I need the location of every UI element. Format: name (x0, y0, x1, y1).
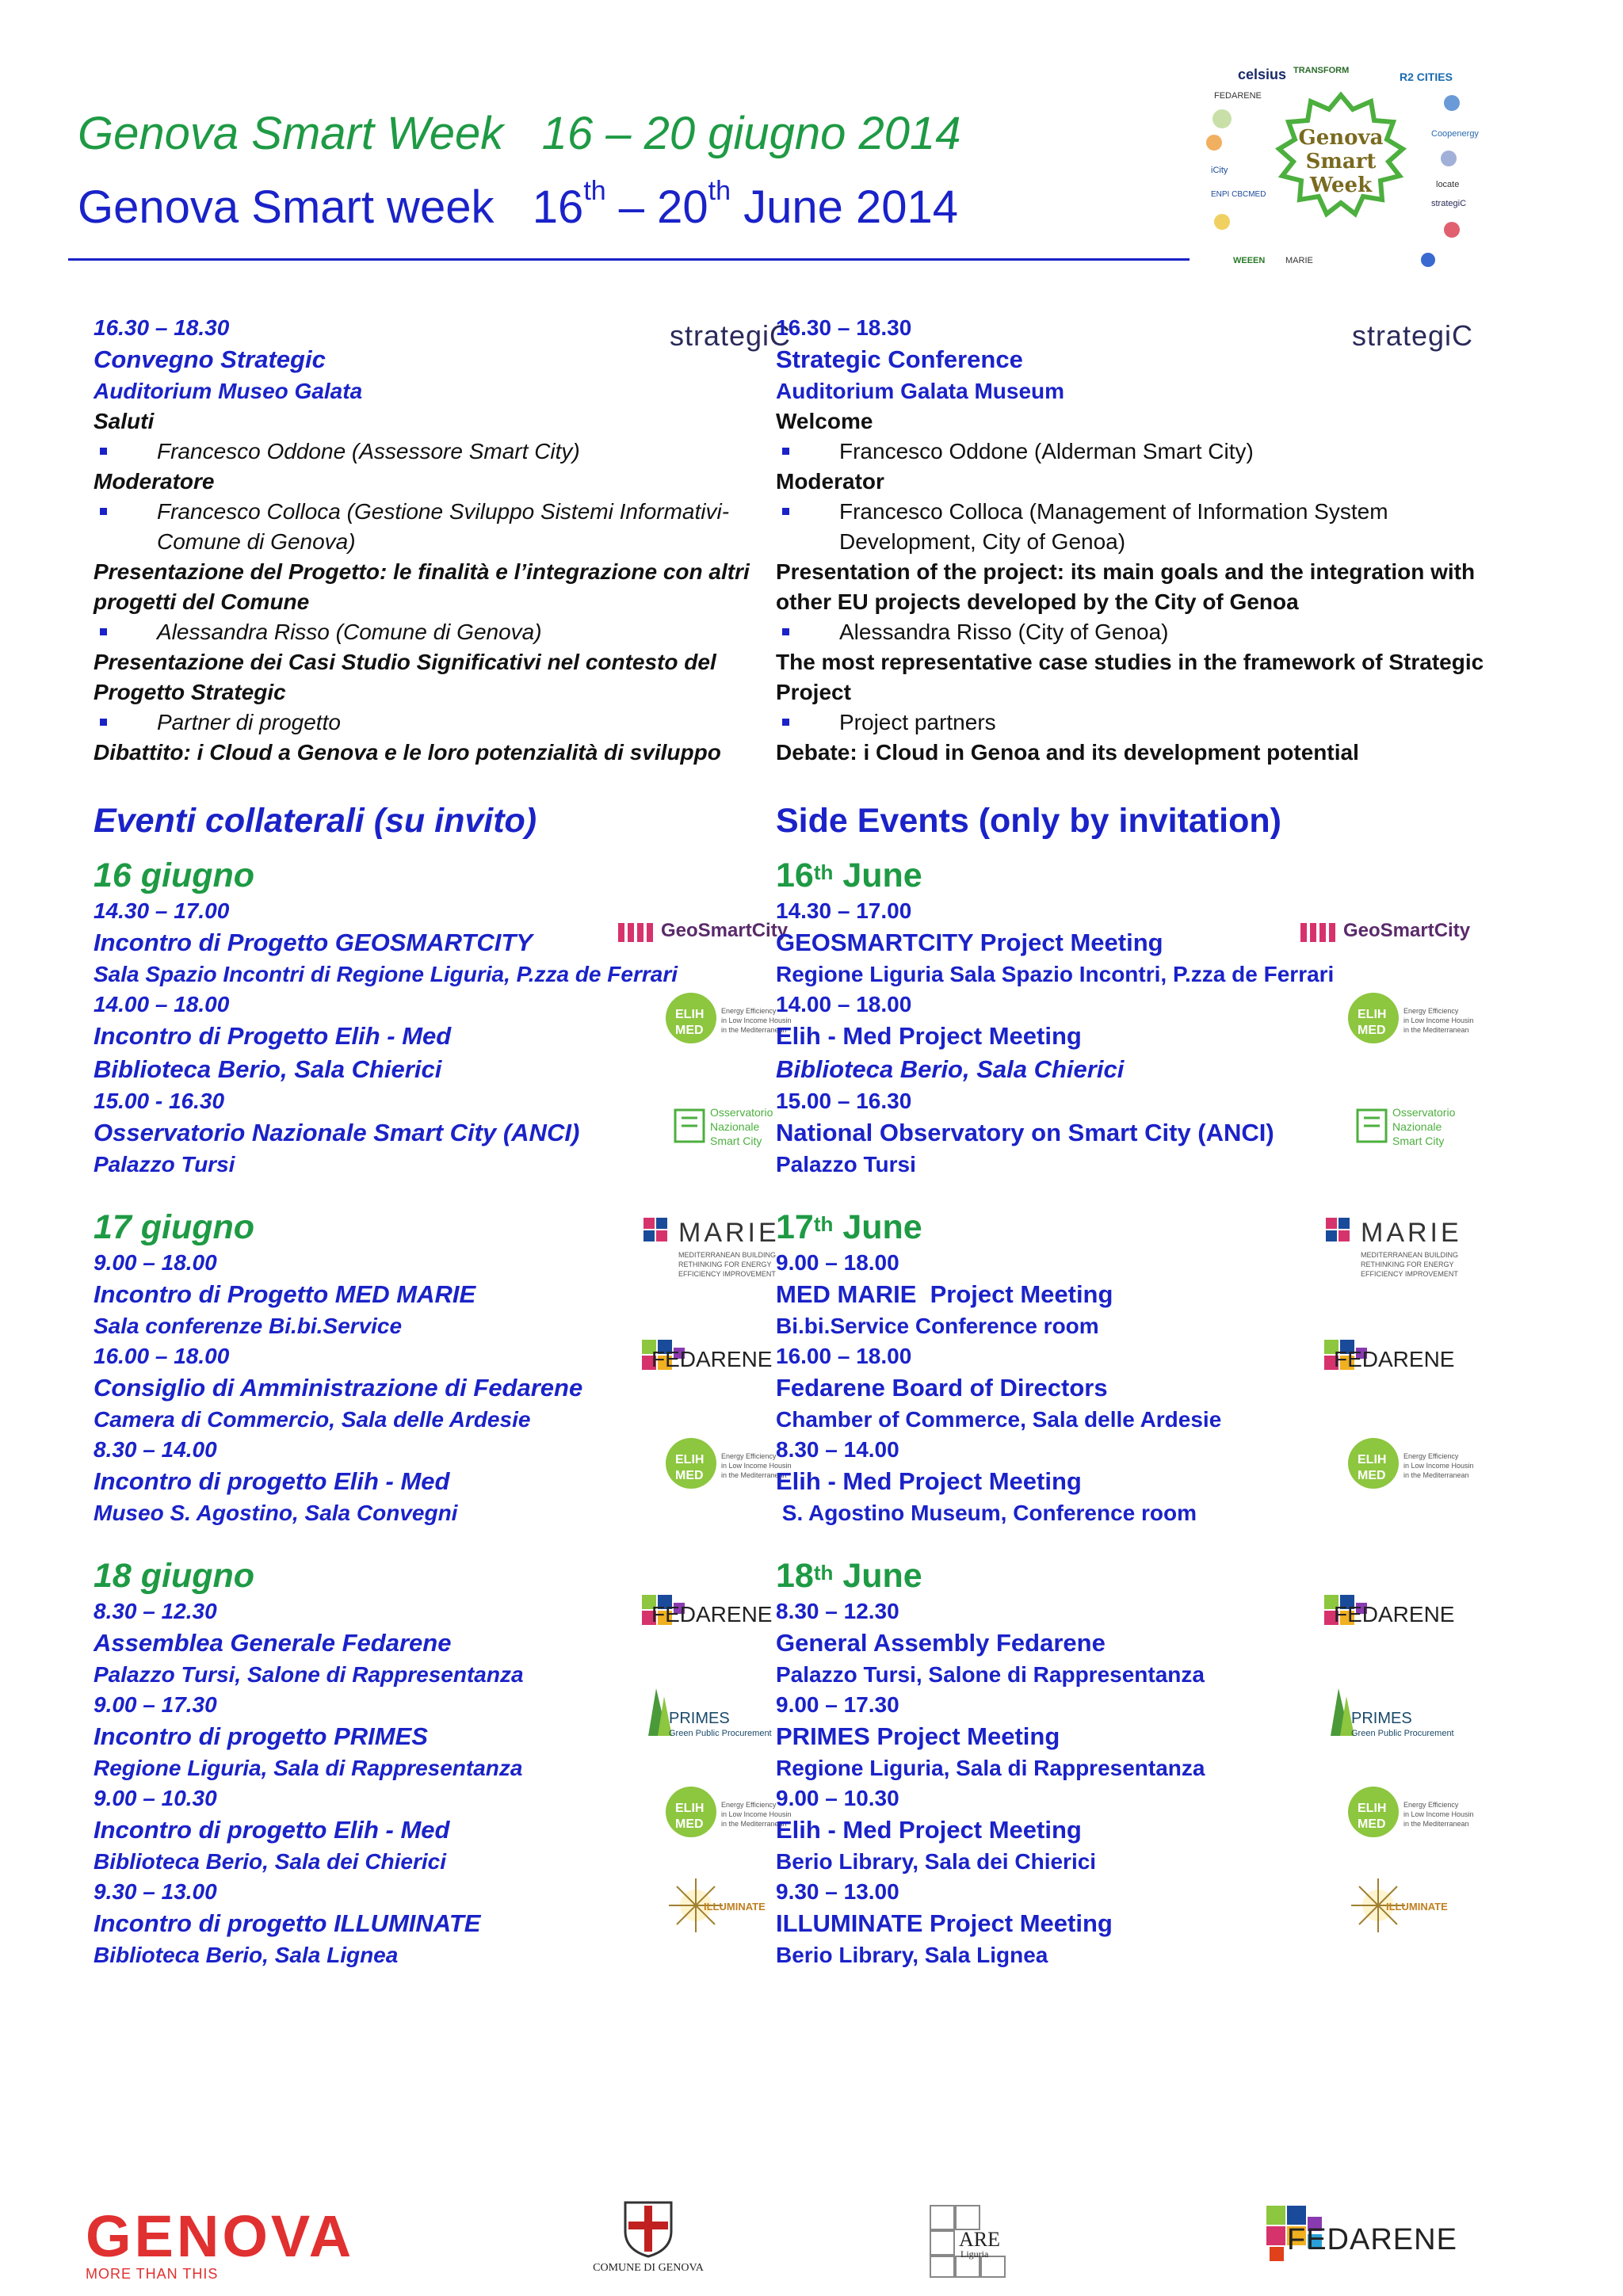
event-item (776, 896, 1473, 990)
event-title: Incontro di Progetto Elih - Med (94, 1022, 452, 1050)
event-venue: Bi.bi.Service Conference room (776, 1314, 1099, 1338)
title-italian: Genova Smart Week 16 – 20 giugno 2014 (78, 108, 961, 159)
conf-welcome-label: Welcome (776, 409, 873, 433)
event-time: 14.30 – 17.00 (94, 898, 230, 923)
strategic-logo-text: strategiC (669, 319, 791, 352)
badge-dot-icon (1441, 151, 1457, 166)
svg-text:Energy Efficiency: Energy Efficiency (1403, 1801, 1459, 1809)
event-time: 15.00 - 16.30 (94, 1089, 225, 1113)
event-venue: Museo S. Agostino, Sala Convegni (94, 1501, 458, 1525)
svg-text:MED: MED (1358, 1817, 1386, 1831)
event-time: 9.00 – 10.30 (776, 1786, 899, 1810)
event-venue: Biblioteca Berio, Sala Lignea (94, 1943, 399, 1967)
fedarene-logo (640, 1590, 791, 1642)
event-venue: Regione Liguria, Sala di Rappresentanza (776, 1756, 1205, 1780)
event-title: National Observatory on Smart City (ANCI) (776, 1119, 1274, 1146)
illuminate-logo (664, 1874, 791, 1941)
svg-text:in the Mediterranean: in the Mediterranean (1403, 1820, 1469, 1828)
svg-text:Smart City: Smart City (1392, 1135, 1445, 1147)
event-title: Consiglio di Amministrazione di Fedarene (94, 1374, 583, 1402)
event-title: ILLUMINATE Project Meeting (776, 1909, 1113, 1937)
svg-text:ELIH: ELIH (675, 1802, 705, 1815)
event-time: 14.00 – 18.00 (776, 992, 912, 1016)
event-title: Incontro di progetto PRIMES (94, 1722, 428, 1750)
badge-logo-marie: MARIE (1285, 256, 1313, 265)
badge-logo-locate: locate (1436, 180, 1460, 189)
event-time: 8.30 – 12.30 (94, 1599, 217, 1623)
conf-presentation-speaker: Alessandra Risso (Comune di Genova) (94, 617, 791, 647)
elih-med-logo (1346, 986, 1473, 1054)
column-english (776, 313, 1484, 1970)
svg-text:Energy Efficiency: Energy Efficiency (721, 1801, 777, 1809)
geosmartcity-logo: GeoSmartCity (1299, 917, 1473, 952)
conf-moderator: Francesco Colloca (Gestione Sviluppo Sistemi Informativi- Comune di Genova) (94, 497, 791, 557)
svg-text:RETHINKING FOR ENERGY: RETHINKING FOR ENERGY (1361, 1261, 1454, 1268)
event-time: 14.30 – 17.00 (776, 898, 912, 923)
svg-text:Green Public Procurement: Green Public Procurement (669, 1729, 772, 1738)
svg-text:ELIH: ELIH (1358, 1008, 1387, 1021)
header-rule (68, 258, 1190, 261)
genova-logo: GENOVA MORE THAN THIS (86, 2203, 355, 2282)
event-time: 9.00 – 18.00 (776, 1250, 899, 1275)
event-item (776, 1783, 1473, 1877)
event-venue: Regione Liguria, Sala di Rappresentanza (94, 1756, 523, 1780)
observatory-logo (1354, 1102, 1473, 1157)
comune-di-genova-logo: COMUNE DI GENOVA (585, 2195, 712, 2275)
marie-logo (1323, 1210, 1473, 1290)
badge-logo-enpi: ENPI CBCMED (1211, 190, 1266, 199)
day-heading: 17 giugno (94, 1208, 255, 1246)
event-item (94, 1690, 791, 1783)
svg-text:in Low Income Housing: in Low Income Housing (1403, 1462, 1473, 1470)
event-venue: Palazzo Tursi (776, 1152, 916, 1177)
event-time: 9.30 – 13.00 (94, 1879, 217, 1904)
svg-text:MEDITERRANEAN BUILDING: MEDITERRANEAN BUILDING (678, 1251, 777, 1259)
event-time: 8.30 – 12.30 (776, 1599, 899, 1623)
event-time: 9.00 – 17.30 (776, 1692, 899, 1717)
event-title: Incontro di progetto Elih - Med (94, 1467, 450, 1495)
event-title: GEOSMARTCITY Project Meeting (776, 929, 1163, 956)
conf-debate: Debate: i Cloud in Genoa and its development potential (776, 740, 1359, 765)
svg-text:in the Mediterranean: in the Mediterranean (1403, 1471, 1469, 1479)
event-time: 9.00 – 17.30 (94, 1692, 217, 1717)
event-venue: Palazzo Tursi, Salone di Rappresentanza (776, 1662, 1205, 1687)
svg-text:Green Public Procurement: Green Public Procurement (1351, 1729, 1454, 1738)
day-heading: 17th June (776, 1208, 922, 1246)
column-italian (94, 313, 791, 1970)
day-block (94, 855, 791, 1180)
event-title: Osservatorio Nazionale Smart City (ANCI) (94, 1119, 580, 1146)
svg-text:ILLUMINATE: ILLUMINATE (1386, 1901, 1448, 1913)
svg-text:RETHINKING FOR ENERGY: RETHINKING FOR ENERGY (678, 1261, 772, 1268)
event-venue: Biblioteca Berio, Sala Chierici (94, 1055, 442, 1083)
svg-text:ILLUMINATE: ILLUMINATE (704, 1901, 766, 1913)
strategic-logo-text: strategiC (1351, 319, 1473, 352)
event-venue: Chamber of Commerce, Sala delle Ardesie (776, 1407, 1222, 1432)
svg-text:MARIE: MARIE (1361, 1218, 1462, 1248)
fedarene-logo (1323, 1335, 1473, 1386)
event-item (94, 1341, 791, 1435)
illuminate-logo (1346, 1874, 1473, 1941)
event-time: 9.00 – 18.00 (94, 1250, 217, 1275)
conf-case-studies-label: The most representative case studies in the framework of Strategic Project (776, 650, 1484, 704)
conf-venue: Auditorium Galata Museum (776, 379, 1065, 403)
badge-dot-icon (1214, 214, 1230, 230)
elih-med-logo (664, 986, 791, 1054)
svg-text:FEDARENE: FEDARENE (1334, 1602, 1455, 1627)
primes-logo (640, 1680, 791, 1748)
conf-presentation-speaker: Alessandra Risso (City of Genoa) (776, 617, 1473, 647)
svg-text:ELIH: ELIH (675, 1453, 705, 1466)
event-venue: Berio Library, Sala dei Chierici (776, 1849, 1097, 1874)
primes-logo (1323, 1680, 1473, 1748)
observatory-logo (672, 1102, 791, 1157)
svg-text:MED: MED (675, 1469, 704, 1482)
elih-med-logo (664, 1780, 791, 1848)
event-title: PRIMES Project Meeting (776, 1722, 1060, 1750)
event-time: 8.30 – 14.00 (776, 1437, 899, 1462)
conf-welcome-speaker: Francesco Oddone (Assessore Smart City) (94, 437, 791, 467)
svg-text:Osservatorio: Osservatorio (710, 1106, 773, 1119)
svg-text:MEDITERRANEAN BUILDING: MEDITERRANEAN BUILDING (1361, 1251, 1459, 1259)
conf-moderator: Francesco Colloca (Management of Information System Development, City of Genoa) (776, 497, 1473, 557)
badge-logo-icity: iCity (1211, 166, 1228, 175)
event-venue: Biblioteca Berio, Sala dei Chierici (94, 1849, 447, 1874)
day-block (94, 1555, 791, 1970)
conf-title: Convegno Strategic (94, 345, 326, 373)
event-item (94, 896, 791, 990)
badge-dot-icon (1212, 109, 1232, 128)
conf-moderator-label: Moderator (776, 469, 884, 494)
svg-text:FEDARENE: FEDARENE (1334, 1347, 1455, 1371)
svg-text:MED: MED (1358, 1469, 1386, 1482)
event-venue: Sala Spazio Incontri di Regione Liguria, P.zza de Ferrari (94, 962, 678, 986)
svg-text:EFFICIENCY IMPROVEMENT: EFFICIENCY IMPROVEMENT (678, 1270, 776, 1278)
conf-case-studies-speaker: Project partners (776, 707, 1473, 738)
badge-logo-celsius: celsius (1238, 67, 1287, 82)
marie-logo (640, 1210, 791, 1290)
fedarene-logo (640, 1335, 791, 1386)
fedarene-footer-logo: FEDARENE (1265, 2199, 1431, 2275)
svg-text:in Low Income Housing: in Low Income Housing (721, 1016, 791, 1024)
event-time: 15.00 – 16.30 (776, 1089, 912, 1113)
genova-smart-week-badge (1190, 55, 1491, 293)
badge-logo-weeen: WEEEN (1233, 256, 1266, 265)
svg-text:ELIH: ELIH (1358, 1453, 1387, 1466)
event-title: Assemblea Generale Fedarene (94, 1629, 452, 1657)
badge-logo-r2cities: R2 CITIES (1400, 71, 1453, 83)
event-item (776, 1690, 1473, 1783)
geosmartcity-logo: GeoSmartCity (617, 917, 791, 952)
event-venue: S. Agostino Museum, Conference room (776, 1501, 1197, 1525)
svg-text:in Low Income Housing: in Low Income Housing (1403, 1016, 1473, 1024)
conf-title: Strategic Conference (776, 345, 1023, 373)
svg-text:MARIE: MARIE (678, 1218, 780, 1248)
elih-med-logo (1346, 1780, 1473, 1848)
event-venue: Palazzo Tursi (94, 1152, 235, 1177)
event-venue: Sala conferenze Bi.bi.Service (94, 1314, 403, 1338)
badge-logo-coopenergy: Coopenergy (1431, 129, 1479, 139)
badge-logo-strategic: strategiC (1431, 199, 1467, 208)
svg-text:Nazionale: Nazionale (1392, 1120, 1442, 1133)
badge-word-2: Smart (1305, 150, 1377, 174)
side-events-title: Side Events (only by invitation) (776, 802, 1281, 840)
event-title: Fedarene Board of Directors (776, 1374, 1108, 1402)
event-time: 9.00 – 10.30 (94, 1786, 217, 1810)
event-title: Incontro di Progetto MED MARIE (94, 1280, 476, 1308)
event-title: Incontro di Progetto GEOSMARTCITY (94, 929, 533, 956)
conf-moderator-label: Moderatore (94, 469, 215, 494)
conf-venue: Auditorium Museo Galata (94, 379, 363, 403)
event-title: Incontro di progetto Elih - Med (94, 1816, 450, 1844)
svg-text:Energy Efficiency: Energy Efficiency (721, 1452, 777, 1460)
event-time: 14.00 – 18.00 (94, 992, 230, 1016)
event-time: 16.00 – 18.00 (94, 1344, 230, 1368)
event-title: Incontro di progetto ILLUMINATE (94, 1909, 481, 1937)
svg-text:Smart City: Smart City (710, 1135, 762, 1147)
badge-dot-icon (1444, 222, 1460, 238)
svg-text:in Low Income Housing: in Low Income Housing (721, 1462, 791, 1470)
svg-text:Nazionale: Nazionale (710, 1120, 760, 1133)
svg-text:FEDARENE: FEDARENE (651, 1602, 773, 1627)
day-heading: 16th June (776, 856, 922, 894)
event-time: 9.30 – 13.00 (776, 1879, 899, 1904)
event-venue: Camera di Commercio, Sala delle Ardesie (94, 1407, 531, 1432)
day-heading: 18th June (776, 1557, 922, 1595)
day-block (94, 1207, 791, 1528)
svg-text:Energy Efficiency: Energy Efficiency (1403, 1007, 1459, 1015)
event-item (94, 1877, 791, 1970)
event-item (94, 1086, 791, 1180)
elih-med-logo (664, 1432, 791, 1499)
event-title: Elih - Med Project Meeting (776, 1816, 1082, 1844)
conf-time: 16.30 – 18.30 (94, 315, 230, 340)
day-block (776, 1207, 1473, 1528)
title-english: Genova Smart week 16th – 20th June 2014 (78, 176, 959, 233)
event-item (94, 1596, 791, 1690)
event-item (94, 1435, 791, 1528)
are-liguria-logo: ARE Liguria (929, 2204, 1008, 2283)
event-item (776, 1877, 1473, 1970)
svg-text:ELIH: ELIH (675, 1008, 705, 1021)
svg-text:MED: MED (1358, 1024, 1386, 1037)
day-block (776, 1555, 1473, 1970)
elih-med-logo (1346, 1432, 1473, 1499)
event-venue: Biblioteca Berio, Sala Chierici (776, 1055, 1125, 1083)
event-time: 8.30 – 14.00 (94, 1437, 217, 1462)
strategic-conference-it (94, 313, 791, 768)
svg-text:MED: MED (675, 1817, 704, 1831)
conf-case-studies-label: Presentazione dei Casi Studio Significativi nel contesto del Progetto Strategic (94, 650, 716, 704)
conf-welcome-speaker: Francesco Oddone (Alderman Smart City) (776, 437, 1473, 467)
svg-text:ELIH: ELIH (1358, 1802, 1387, 1815)
event-item (776, 1435, 1473, 1528)
svg-text:MED: MED (675, 1024, 704, 1037)
strategic-conference-en (776, 313, 1484, 768)
badge-logo-fedarene: FEDARENE (1214, 91, 1262, 101)
fedarene-logo (1323, 1590, 1473, 1642)
event-item (94, 1783, 791, 1877)
event-title: MED MARIE Project Meeting (776, 1280, 1113, 1308)
event-venue: Palazzo Tursi, Salone di Rappresentanza (94, 1662, 524, 1687)
svg-text:FEDARENE: FEDARENE (651, 1347, 773, 1371)
svg-text:in the Mediterranean: in the Mediterranean (721, 1026, 787, 1034)
conf-welcome-label: Saluti (94, 409, 155, 433)
svg-text:PRIMES: PRIMES (1351, 1710, 1412, 1727)
conf-case-studies-speaker: Partner di progetto (94, 707, 791, 738)
event-item (94, 990, 791, 1086)
event-item (776, 1086, 1473, 1180)
svg-text:in the Mediterranean: in the Mediterranean (721, 1820, 787, 1828)
badge-word-1: Genova (1298, 126, 1384, 150)
conf-debate: Dibattito: i Cloud a Genova e le loro potenzialità di sviluppo (94, 740, 721, 765)
badge-word-3: Week (1309, 174, 1373, 197)
conf-presentation-label: Presentazione del Progetto: le finalità e l’integrazione con altri progetti del Comune (94, 559, 750, 614)
svg-text:Energy Efficiency: Energy Efficiency (721, 1007, 777, 1015)
event-title: Elih - Med Project Meeting (776, 1022, 1082, 1050)
badge-dot-icon (1206, 135, 1222, 151)
event-title: General Assembly Fedarene (776, 1629, 1106, 1657)
conf-time: 16.30 – 18.30 (776, 315, 912, 340)
svg-text:Osservatorio: Osservatorio (1392, 1106, 1456, 1119)
strategic-logo (670, 319, 791, 353)
svg-text:in Low Income Housing: in Low Income Housing (721, 1810, 791, 1818)
event-item (776, 990, 1473, 1086)
badge-dot-icon (1444, 95, 1460, 111)
day-block (776, 855, 1473, 1180)
svg-text:in Low Income Housing: in Low Income Housing (1403, 1810, 1473, 1818)
event-venue: Berio Library, Sala Lignea (776, 1943, 1048, 1967)
svg-text:Energy Efficiency: Energy Efficiency (1403, 1452, 1459, 1460)
badge-logo-transform: TRANSFORM (1293, 66, 1350, 75)
svg-text:PRIMES: PRIMES (669, 1710, 730, 1727)
day-heading: 16 giugno (94, 856, 255, 894)
event-item (776, 1596, 1473, 1690)
strategic-logo (1352, 319, 1473, 353)
day-heading: 18 giugno (94, 1557, 255, 1595)
event-time: 16.00 – 18.00 (776, 1344, 912, 1368)
svg-text:EFFICIENCY IMPROVEMENT: EFFICIENCY IMPROVEMENT (1361, 1270, 1458, 1278)
event-item (776, 1341, 1473, 1435)
svg-text:in the Mediterranean: in the Mediterranean (721, 1471, 787, 1479)
svg-text:in the Mediterranean: in the Mediterranean (1403, 1026, 1469, 1034)
event-title: Elih - Med Project Meeting (776, 1467, 1082, 1495)
conf-presentation-label: Presentation of the project: its main goals and the integration with other EU projects developed by the City of Genoa (776, 559, 1476, 614)
side-events-title: Eventi collaterali (su invito) (94, 802, 537, 840)
badge-dot-icon (1421, 253, 1435, 267)
event-venue: Regione Liguria Sala Spazio Incontri, P.zza de Ferrari (776, 962, 1335, 986)
